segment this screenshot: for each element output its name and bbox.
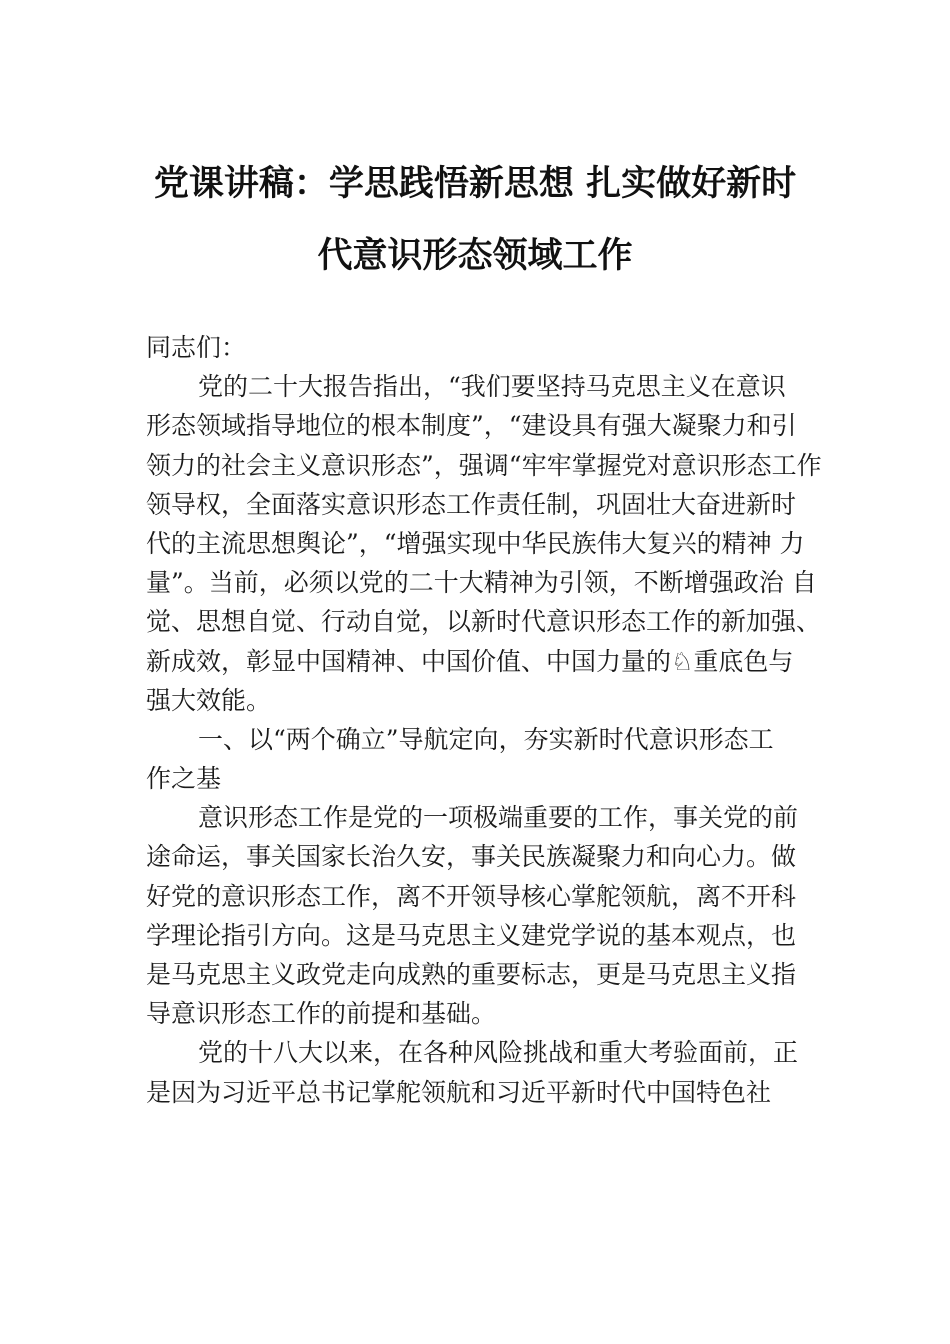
paragraph-2-line-6: 导意识形态工作的前提和基础。 bbox=[146, 999, 497, 1029]
title-line-1: 党课讲稿：学思践悟新思想 扎实做好新时 bbox=[153, 163, 797, 204]
paragraph-2-line-3: 好党的意识形态工作，离不开领导核心掌舵领航，离不开科 bbox=[146, 881, 797, 911]
paragraph-1-line-2: 形态领域指导地位的根本制度”，“建设具有强大凝聚力和引 bbox=[146, 411, 797, 441]
salutation: 同志们： bbox=[146, 333, 247, 362]
document-title bbox=[100, 148, 850, 292]
paragraph-3-line-2: 是因为习近平总书记掌舵领航和习近平新时代中国特色社 bbox=[146, 1077, 772, 1107]
paragraph-1-line-4: 领导权，全面落实意识形态工作责任制，巩固壮大奋进新时 bbox=[146, 489, 797, 519]
section-heading-1-line-1: 一、以“两个确立”导航定向，夯实新时代意识形态工 bbox=[198, 724, 774, 754]
paragraph-1-line-5: 代的主流思想舆论”，“增强实现中华民族伟大复兴的精神 力 bbox=[146, 528, 805, 558]
paragraph-1-line-3: 领力的社会主义意识形态”，强调“牢牢掌握党对意识形态工作 bbox=[146, 450, 822, 480]
paragraph-2-line-4: 学理论指引方向。这是马克思主义建党学说的基本观点，也 bbox=[146, 920, 797, 950]
paragraph-1-line-9: 强大效能。 bbox=[146, 685, 272, 715]
section-heading-1-line-2: 作之基 bbox=[146, 764, 222, 794]
paragraph-2-line-1: 意识形态工作是党的一项极端重要的工作，事关党的前 bbox=[198, 803, 799, 833]
paragraph-1-line-6: 量”。当前，必须以党的二十大精神为引领，不断增强政治 自 bbox=[146, 568, 817, 598]
paragraph-3-line-1: 党的十八大以来，在各种风险挑战和重大考验面前，正 bbox=[198, 1038, 799, 1068]
paragraph-1-line-1: 党的二十大报告指出，“我们要坚持马克思主义在意识 bbox=[198, 372, 786, 402]
paragraph-2-line-5: 是马克思主义政党走向成熟的重要标志，更是马克思主义指 bbox=[146, 960, 797, 989]
title-line-2: 代意识形态领域工作 bbox=[317, 235, 633, 276]
paragraph-1-line-7: 觉、思想自觉、行动自觉，以新时代意识形态工作的新加强、 bbox=[146, 607, 822, 637]
paragraph-1-line-8: 新成效，彰显中国精神、中国价值、中国力量的♘重底色与 bbox=[146, 646, 794, 676]
paragraph-2-line-2: 途命运，事关国家长治久安，事关民族凝聚力和向心力。做 bbox=[146, 842, 797, 872]
document-body bbox=[146, 328, 826, 1112]
